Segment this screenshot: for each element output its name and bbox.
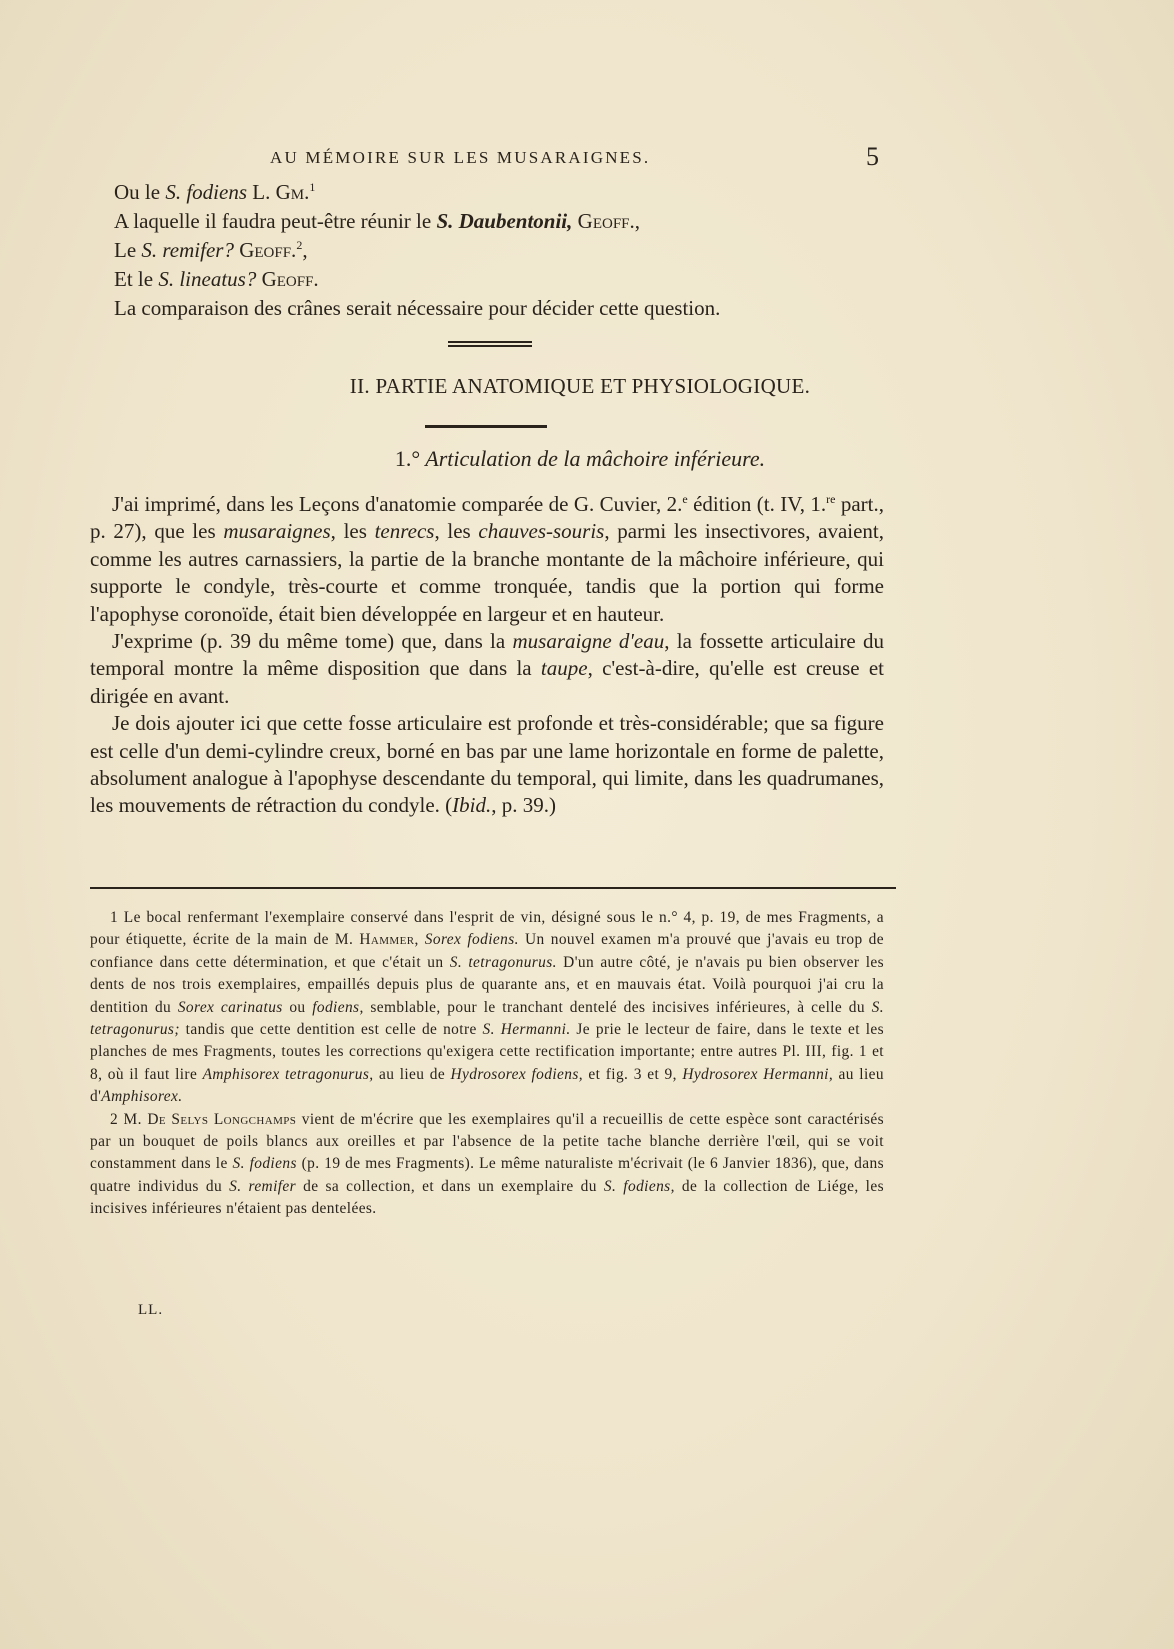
superscript: e [682, 492, 688, 506]
text-run: M. [118, 1110, 148, 1128]
body-text [90, 486, 884, 820]
italic-term: musaraignes [223, 519, 331, 544]
footnote-number: 1 [110, 909, 119, 926]
author-name: Gm. [275, 180, 310, 204]
footnote-rule [90, 887, 896, 889]
text-run: , parmi les insectivores, avaient, comme les autres carnassiers, la partie de la branche montante de la mâchoire inférieure, qui supporte le condyle, très-courte et comme tronquée, tandis que la portion qui forme l'apophyse coronoïde, était bien développée en largeur et en hauteur. [90, 519, 885, 626]
footnote-ref: 1 [309, 180, 316, 194]
italic-term: Amphisorex. [101, 1088, 183, 1106]
text-run: part., p. 27), que les [90, 492, 884, 544]
person-name: Hammer [359, 931, 415, 949]
italic-term: Sorex carinatus [177, 998, 283, 1016]
text-run: Je dois ajouter ici que cette fosse articulaire est profonde et très-considérable; que sa figure est celle d'un demi-cylindre creux, borné en bas par une lame horizontale en forme de palette, absolument analogue à l'apophyse descendante du temporal, qui limite, dans les quadrumanes, les mouvements de rétraction du condyle. ( [90, 711, 884, 818]
species-name: S. Daubentonii, [436, 209, 573, 233]
text-run: de sa collection, et dans un exemplaire du [296, 1177, 604, 1195]
species-name: S. fodiens [165, 180, 247, 204]
italic-term: S. tetragonurus. [449, 953, 557, 971]
paragraph-1 [90, 486, 884, 628]
text-run: , [414, 931, 425, 949]
italic-term: Hydrosorex Hermanni, [682, 1065, 834, 1083]
text-run: et fig. 3 et 9, [583, 1065, 683, 1083]
italic-term: S. Hermanni. [482, 1021, 571, 1039]
synonymy-line-1 [114, 180, 315, 205]
italic-term: Amphisorex tetragonurus, [202, 1065, 374, 1083]
text-run: , la fossette articulaire du temporal montre la même disposition que dans la [90, 629, 885, 681]
footnote-ref: 2 [296, 238, 303, 252]
text-run: Le bocal renfermant l'exemplaire conservé dans l'esprit de vin, désigné sous le n.° 4, p. 19, de mes Fragments, a pour étiquette, écrite de la main de M. [90, 909, 884, 949]
italic-term: taupe [540, 656, 588, 681]
italic-term: Sorex fodiens. [424, 931, 519, 949]
text-run: Un nouvel examen m'a prouvé que j'avais eu trop de confiance dans cette détermination, et que c'était un [90, 931, 884, 971]
double-rule-top [448, 341, 532, 343]
text-run: J'ai imprimé, dans les Leçons d'anatomie comparée de G. Cuvier, 2. [112, 492, 683, 516]
text-run: ou [282, 998, 313, 1016]
italic-term: fodiens, [312, 998, 364, 1016]
footnotes [90, 907, 884, 1221]
subsection-number: 1.° [394, 446, 421, 471]
italic-term: Ibid. [452, 793, 492, 818]
synonymy-line-2 [114, 209, 640, 234]
text-run: édition (t. IV, 1. [687, 492, 827, 516]
synonymy-line-5: La comparaison des crânes serait nécessaire pour décider cette question. [114, 296, 721, 320]
running-head: AU MÉMOIRE SUR LES MUSARAIGNES. [270, 148, 651, 167]
text-run: D'un autre côté, je n'avais pu bien observer les dents de nos trois exemplaires, empaillés depuis plus de quarante ans, et en mauvais état. Voilà pourquoi j'ai cru la dentition du [90, 953, 884, 1016]
synonymy-line-4 [114, 267, 319, 292]
footnote-number: 2 [110, 1110, 119, 1128]
italic-term: Hydrosorex fodiens, [450, 1065, 583, 1083]
text-run: , p. 39.) [491, 793, 556, 818]
species-name: S. remifer? [141, 238, 234, 262]
paragraph-2 [90, 628, 884, 710]
author-name: Geoff. [233, 238, 297, 262]
section-rule [425, 425, 547, 428]
syn-text: Le [114, 238, 142, 262]
italic-term: S. fodiens [232, 1155, 297, 1173]
text-run: vient de m'écrire que les exemplaires qu'il a recueillis de cette espèce sont caractérisés par un bouquet de poils blancs aux oreilles et par l'absence de la petite tache blanche derrière l'œil, qui se voit constamment dans le [90, 1110, 885, 1173]
section-title: II. PARTIE ANATOMIQUE ET PHYSIOLOGIQUE. [349, 374, 811, 398]
text-run: J'exprime (p. 39 du même tome) que, dans la [112, 629, 513, 654]
author-name: Geoff. [256, 267, 319, 291]
italic-term: S. remifer [229, 1177, 297, 1195]
superscript: re [826, 492, 836, 506]
text-run: au lieu de [373, 1065, 451, 1083]
text-run: Je prie le lecteur de faire, dans le texte et les planches de mes Fragments, toutes les corrections qu'exigera cette rectification importante; entre autres Pl. III, fig. 1 et 8, où il faut lire [90, 1021, 884, 1083]
text-run: tandis que cette dentition est celle de notre [179, 1021, 483, 1039]
italic-term: musaraigne d'eau [512, 629, 665, 654]
species-name: S. lineatus? [158, 267, 257, 291]
text-run: , les [330, 519, 375, 544]
text-run: , c'est-à-dire, qu'elle est creuse et dirigée en avant. [90, 656, 885, 708]
italic-term: S. fodiens, [603, 1177, 675, 1195]
syn-text: , [302, 238, 308, 262]
person-name: De Selys Longchamps [147, 1110, 297, 1128]
synonymy-line-3 [114, 238, 308, 263]
footnote-1 [90, 907, 884, 1109]
page-number: 5 [866, 142, 879, 171]
text-run: , les [434, 519, 479, 544]
signature-mark: LL. [138, 1302, 164, 1318]
italic-term: tenrecs [374, 519, 435, 544]
footnote-2 [90, 1109, 884, 1221]
syn-text: A laquelle il faudra peut-être réunir le [114, 209, 437, 233]
subsection-label: Articulation de la mâchoire inférieure. [425, 446, 766, 471]
double-rule-bottom [448, 345, 532, 347]
syn-text: Et le [114, 267, 159, 291]
italic-term: chauves-souris [478, 519, 605, 544]
syn-text: L. [247, 180, 276, 204]
author-name: Geoff., [572, 209, 641, 233]
text-run: au lieu d' [90, 1065, 884, 1106]
italic-term: S. tetragonurus; [90, 998, 884, 1039]
paragraph-3 [90, 710, 884, 820]
syn-text: Ou le [114, 180, 166, 204]
text-run: (p. 19 de mes Fragments). Le même naturaliste m'écrivait (le 6 Janvier 1836), que, dans quatre individus du [90, 1155, 884, 1195]
subsection-title [150, 446, 1010, 472]
text-run: semblable, pour le tranchant dentelé des incisives inférieures, à celle du [363, 998, 872, 1016]
text-run: de la collection de Liége, les incisives inférieures n'étaient pas dentelées. [90, 1177, 884, 1218]
